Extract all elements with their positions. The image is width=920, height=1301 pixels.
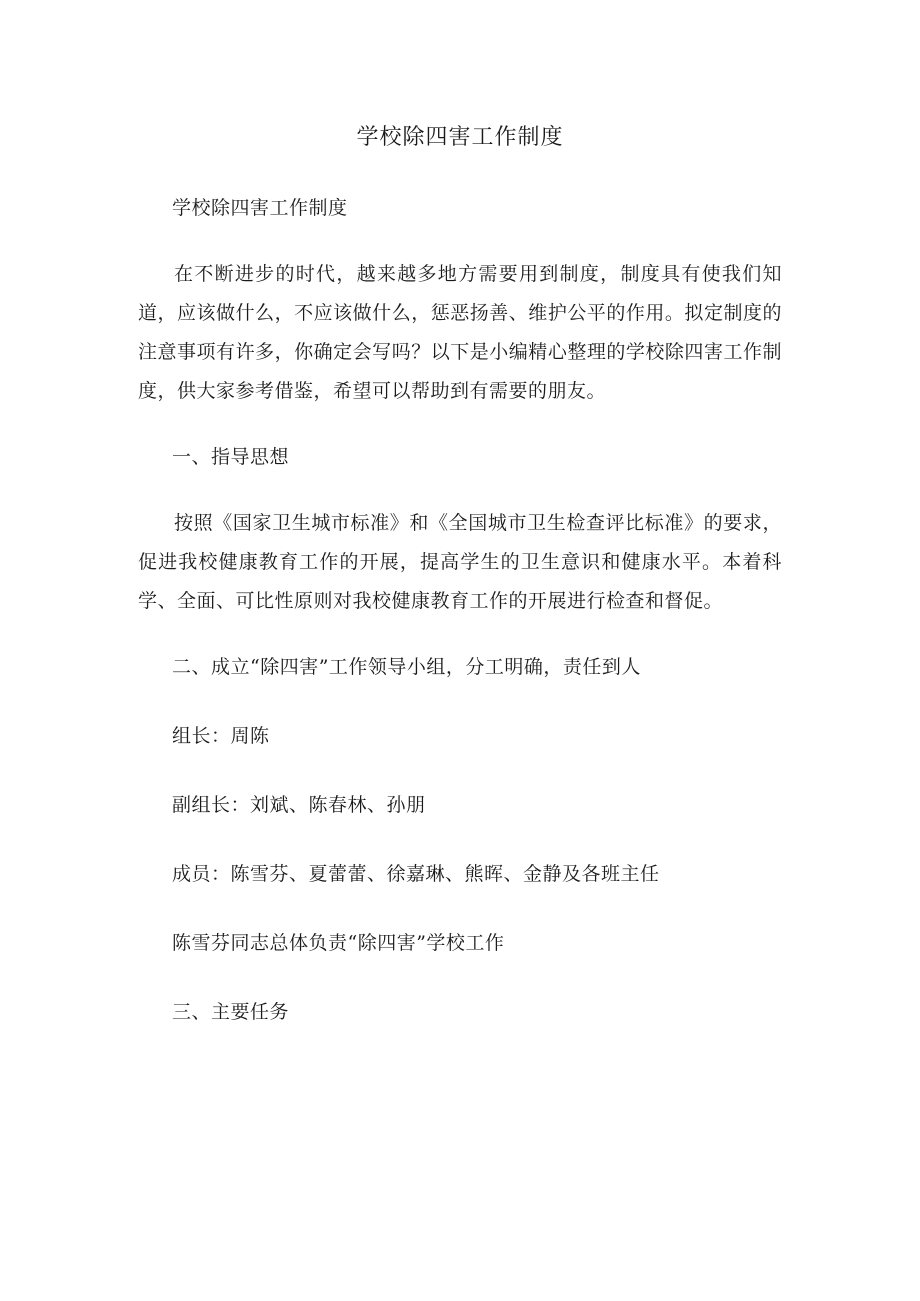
section-heading-guiding-ideology: 一、指导思想 bbox=[172, 446, 290, 468]
group-leader: 组长：周陈 bbox=[172, 725, 270, 747]
spacer bbox=[138, 411, 782, 435]
spacer bbox=[138, 896, 782, 921]
section-heading-main-tasks: 三、主要任务 bbox=[172, 1001, 290, 1023]
spacer bbox=[138, 827, 782, 852]
spacer bbox=[138, 758, 782, 783]
document-title: 学校除四害工作制度 bbox=[356, 125, 564, 150]
responsible-person: 陈雪芬同志总体负责“除四害”学校工作 bbox=[172, 932, 505, 954]
spacer bbox=[138, 621, 782, 645]
spacer bbox=[138, 479, 782, 504]
group-members: 成员：陈雪芬、夏蕾蕾、徐嘉琳、熊晖、金静及各班主任 bbox=[172, 863, 660, 885]
document-subtitle: 学校除四害工作制度 bbox=[172, 197, 348, 219]
section-heading-leadership-group: 二、成立“除四害”工作领导小组，分工明确，责任到人 bbox=[172, 656, 641, 678]
intro-paragraph: 在不断进步的时代，越来越多地方需要用到制度，制度具有使我们知道，应该做什么，不应该做什么，惩恶扬善、维护公平的作用。拟定制度的注意事项有许多，你确定会写吗？以下是小编精心整理的学校除四害工作制度，供大家参考借鉴，希望可以帮助到有需要的朋友。 bbox=[138, 263, 782, 402]
section-body-guiding-ideology: 按照《国家卫生城市标准》和《全国城市卫生检查评比标准》的要求，促进我校健康教育工作的开展，提高学生的卫生意识和健康水平。本着科学、全面、可比性原则对我校健康教育工作的开展进行检查和督促。 bbox=[138, 512, 782, 612]
document-body bbox=[138, 186, 782, 1034]
spacer bbox=[138, 689, 782, 714]
spacer bbox=[138, 965, 782, 990]
deputy-leaders: 副组长：刘斌、陈春林、孙朋 bbox=[172, 794, 426, 816]
spacer bbox=[138, 230, 782, 255]
